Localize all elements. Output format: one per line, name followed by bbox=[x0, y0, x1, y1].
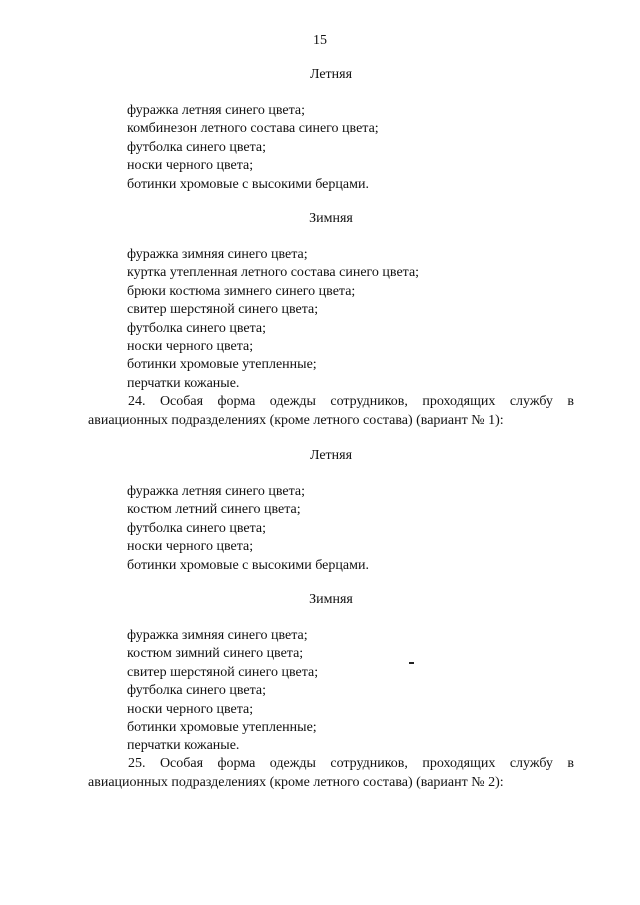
list-item: ботинки хромовые с высокими берцами. bbox=[127, 557, 369, 573]
item-list-summer bbox=[127, 483, 369, 575]
list-item: ботинки хромовые утепленные; bbox=[127, 357, 317, 373]
item-list-winter bbox=[127, 246, 419, 393]
list-item: футболка синего цвета; bbox=[127, 139, 267, 155]
list-item: фуражка зимняя синего цвета; bbox=[127, 628, 308, 643]
paragraph-25 bbox=[88, 755, 574, 792]
section-heading-summer: Летняя bbox=[309, 67, 353, 82]
list-item: футболка синего цвета; bbox=[127, 683, 267, 699]
list-item: фуражка летняя синего цвета; bbox=[127, 103, 306, 118]
section-heading-winter: Зимняя bbox=[309, 592, 353, 607]
list-item: костюм летний синего цвета; bbox=[127, 502, 301, 518]
paragraph-line: 24. Особая форма одежды сотрудников, проходящих службу в bbox=[128, 394, 574, 409]
list-item: костюм зимний синего цвета; bbox=[127, 646, 304, 662]
paragraph-line: авиационных подразделениях (кроме летного состава) (вариант № 2): bbox=[88, 774, 504, 790]
list-item: перчатки кожаные. bbox=[127, 375, 240, 391]
item-list-winter bbox=[127, 627, 318, 756]
page-number: 15 bbox=[313, 33, 327, 48]
item-list-summer bbox=[127, 102, 379, 194]
list-item: перчатки кожаные. bbox=[127, 738, 240, 754]
list-item: ботинки хромовые утепленные; bbox=[127, 720, 317, 736]
section-heading-summer: Летняя bbox=[309, 448, 353, 463]
list-item: носки черного цвета; bbox=[127, 158, 254, 174]
paragraph-line: 25. Особая форма одежды сотрудников, проходящих службу в bbox=[128, 756, 574, 771]
list-item: ботинки хромовые с высокими берцами. bbox=[127, 176, 369, 192]
list-item: фуражка зимняя синего цвета; bbox=[127, 247, 308, 262]
list-item: фуражка летняя синего цвета; bbox=[127, 484, 306, 499]
paragraph-line: авиационных подразделениях (кроме летного состава) (вариант № 1): bbox=[88, 412, 504, 428]
list-item: свитер шерстяной синего цвета; bbox=[127, 302, 319, 318]
list-item: носки черного цвета; bbox=[127, 539, 254, 555]
list-item: комбинезон летного состава синего цвета; bbox=[127, 121, 379, 137]
list-item: носки черного цвета; bbox=[127, 701, 254, 717]
list-item: футболка синего цвета; bbox=[127, 520, 267, 536]
list-item: куртка утепленная летного состава синего цвета; bbox=[127, 265, 420, 281]
scan-speck bbox=[409, 662, 414, 664]
list-item: брюки костюма зимнего синего цвета; bbox=[127, 283, 356, 299]
list-item: футболка синего цвета; bbox=[127, 320, 267, 336]
list-item: носки черного цвета; bbox=[127, 339, 254, 355]
section-heading-winter: Зимняя bbox=[309, 211, 353, 226]
paragraph-24 bbox=[88, 393, 574, 430]
list-item: свитер шерстяной синего цвета; bbox=[127, 664, 319, 680]
